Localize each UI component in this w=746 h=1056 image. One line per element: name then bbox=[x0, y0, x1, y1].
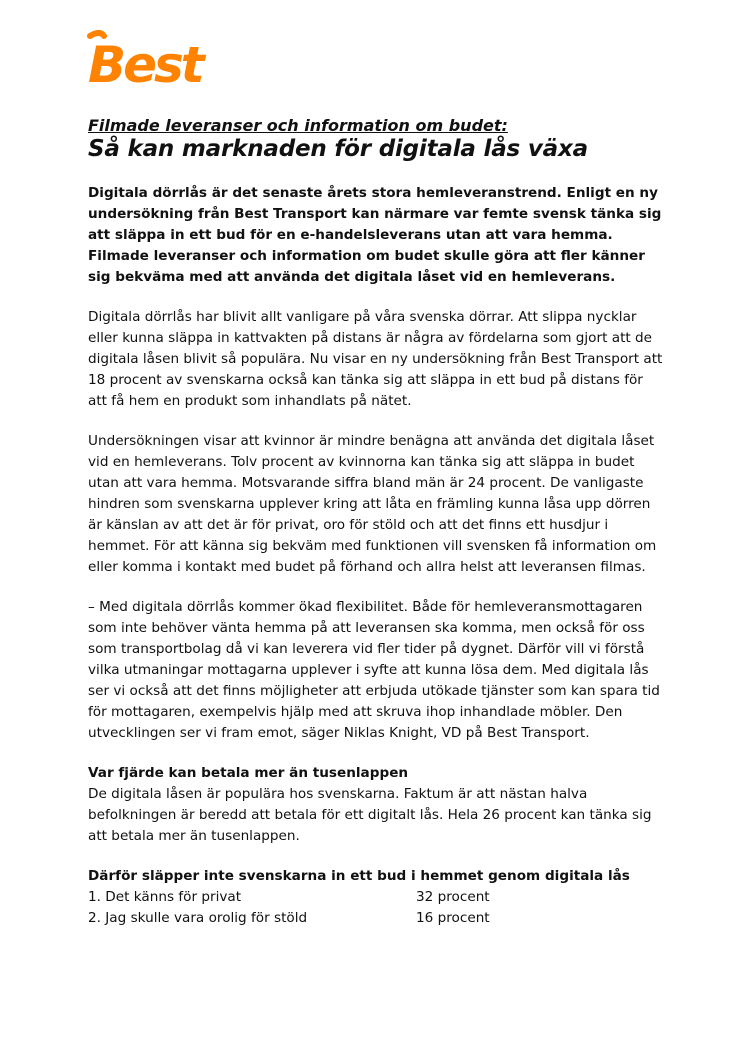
article-title: Så kan marknaden för digitala lås växa bbox=[88, 136, 588, 162]
article-lead: Digitala dörrlås är det senaste årets stora hemleveranstrend. Enligt en ny undersökning från Best Transport kan närmare var femte svensk tänka sig att släppa in ett bud för en e-handelsleverans utan att vara hemma. Filmade leveranser och information om budet skulle göra att fler känner sig bekväma med att använda det digitala låset vid en hemleverans. bbox=[88, 185, 662, 285]
svg-text:Best: Best bbox=[88, 36, 202, 90]
reason-value: 32 procent bbox=[416, 889, 490, 905]
paragraph: Digitala dörrlås har blivit allt vanligare på våra svenska dörrar. Att slippa nycklar eller kunna släppa in kattvakten på distans är några av fördelarna som gjort att de digitala låsen blivit så populära. Nu visar en ny undersökning från Best Transport att 18 procent av svenskarna också kan tänka sig att släppa in ett bud på distans för att få hem en produkt som inhandlats på nätet. bbox=[88, 309, 663, 409]
reason-label: 1. Det känns för privat bbox=[88, 889, 242, 905]
section-willingness-to-pay bbox=[88, 763, 663, 847]
article-kicker: Filmade leveranser och information om budet: bbox=[88, 116, 508, 135]
section-text: De digitala låsen är populära hos svenskarna. Faktum är att nästan halva befolkningen är beredd att betala för ett digitalt lås. Hela 26 procent kan tänka sig att betala mer än tusenlappen. bbox=[88, 786, 652, 844]
best-logo-graphic bbox=[86, 30, 236, 90]
section-heading: Därför släpper inte svenskarna in ett bud i hemmet genom digitala lås bbox=[88, 868, 630, 884]
reason-label: 2. Jag skulle vara orolig för stöld bbox=[88, 910, 308, 926]
list-item bbox=[88, 908, 663, 929]
list-item bbox=[88, 887, 663, 908]
quote-paragraph: – Med digitala dörrlås kommer ökad flexibilitet. Både för hemleveransmottagaren som inte behöver vänta hemma på att leveransen ska komma, men också för oss som transportbolag då vi kan leverera vid fler tider på dygnet. Därför vill vi förstå vilka utmaningar mottagarna upplever i syfte att kunna lösa dem. Med digitala lås ser vi också att det finns möjligheter att erbjuda utökade tjänster som kan spara tid för mottagaren, exempelvis hjälp med att skruva ihop inhandlade möbler. Den utvecklingen ser vi fram emot, säger Niklas Knight, VD på Best Transport. bbox=[88, 599, 660, 741]
reason-value: 16 procent bbox=[416, 910, 490, 926]
section-heading: Var fjärde kan betala mer än tusenlappen bbox=[88, 765, 409, 781]
section-reasons bbox=[88, 866, 663, 929]
paragraph: Undersökningen visar att kvinnor är mindre benägna att använda det digitala låset vid en hemleverans. Tolv procent av kvinnorna kan tänka sig att släppa in budet utan att vara hemma. Motsvarande siffra bland män är 24 procent. De vanligaste hindren som svenskarna upplever kring att låta en främling kunna låsa upp dörren är känslan av att det är för privat, oro för stöld och att det finns ett husdjur i hemmet. För att känna sig bekväm med funktionen vill svensken få information om eller komma i kontakt med budet på förhand och allra helst att leveransen filmas. bbox=[88, 433, 657, 575]
article bbox=[88, 116, 663, 948]
best-logo bbox=[86, 30, 236, 90]
